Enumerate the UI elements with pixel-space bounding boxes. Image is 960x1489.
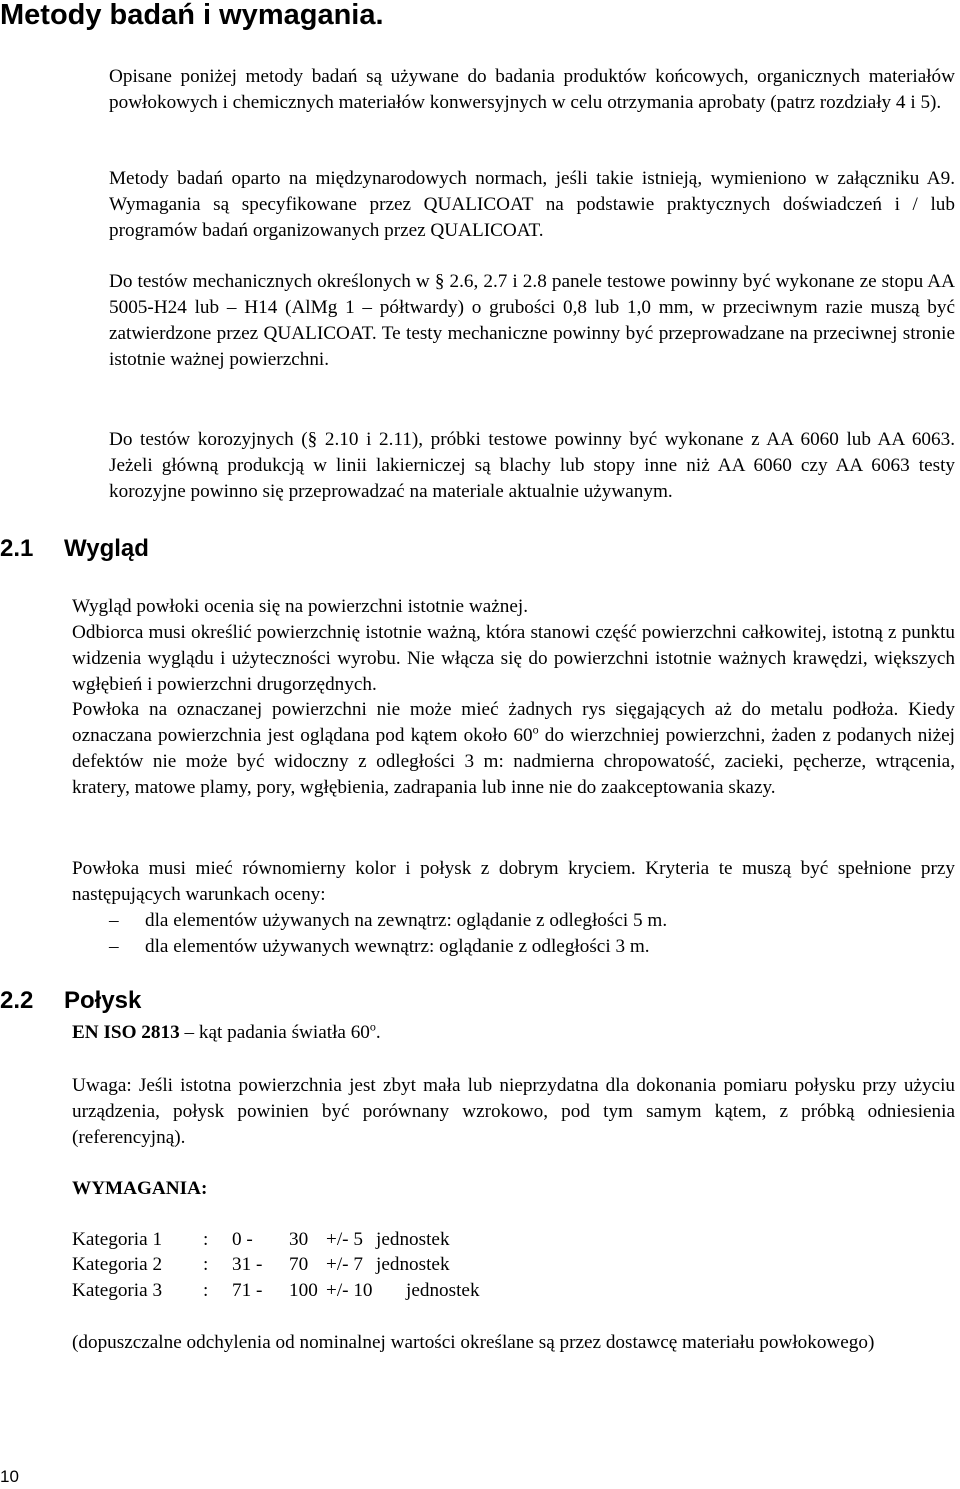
- appearance-paragraph-3: Powłoka na oznaczanej powierzchni nie może mieć żadnych rys sięgających aż do metalu podłoża. Kiedy oznaczana powierzchnia jest oglądana pod kątem około 60$^o$ do wierzchniej powierzchni, żaden z podanych niżej defektów nie może być widoczny z odległości 3 m: nadmierna chropowatość, zacieki, pęcherze, wtrącenia, kratery, matowe plamy, pory, wgłębienia, zadrapania lub inne nie do zaakceptowania skazy.: [72, 699, 955, 798]
- dash-bullet: –: [109, 936, 119, 957]
- category-name: Kategoria 3: [72, 1280, 163, 1301]
- section-title: Połysk: [64, 987, 142, 1014]
- list-item: – dla elementów używanych wewnątrz: oglądanie z odległości 3 m.: [109, 934, 650, 960]
- gloss-note: Uwaga: Jeśli istotna powierzchnia jest zbyt mała lub nieprzydatna dla dokonania pomiaru połysku przy użyciu urządzenia, połysk powinien być porównany wzrokowo, pod tym samym kątem, z próbką odniesienia (referencyjną).: [72, 1075, 955, 1148]
- category-name: Kategoria 1: [72, 1229, 163, 1250]
- dash-bullet: –: [109, 910, 119, 931]
- appearance-paragraph-2: Odbiorca musi określić powierzchnię istotnie ważną, która stanowi część powierzchni całkowitej, istotną z punktu widzenia wyglądu i użyteczności wyrobu. Nie włącza się do powierzchni istotnie ważnych krawędzi, większych wgłębień i powierzchni drugorzędnych.: [72, 622, 955, 695]
- intro-paragraph-1: Opisane poniżej metody badań są używane do badania produktów końcowych, organicznych materiałów powłokowych i chemicznych materiałów konwersyjnych w celu otrzymania aprobaty (patrz rozdziały 4 i 5).: [109, 66, 955, 113]
- gloss-standard: EN ISO 2813 – kąt padania światła 60$^o$.: [72, 1019, 381, 1043]
- section-number: 2.2: [0, 987, 34, 1014]
- appearance-paragraph-4: Powłoka musi mieć równomierny kolor i połysk z dobrym kryciem. Kryteria te muszą być spełnione przy następujących warunkach oceny:: [72, 858, 955, 905]
- intro-paragraph-3: Do testów mechanicznych określonych w § 2.6, 2.7 i 2.8 panele testowe powinny być wykonane ze stopu AA 5005-H24 lub – H14 (AlMg 1 – półtwardy) o grubości 0,8 lub 1,0 mm, w przeciwnym razie muszą być zatwierdzone przez QUALICOAT. Te testy mechaniczne powinny być przeprowadzane na przeciwnej stronie istotnie ważnej powierzchni.: [109, 271, 955, 370]
- standard-code: EN ISO 2813: [72, 1022, 180, 1043]
- section-number: 2.1: [0, 535, 34, 562]
- appearance-paragraph-1: Wygląd powłoki ocenia się na powierzchni istotnie ważnej.: [72, 596, 529, 617]
- page-number: 10: [0, 1467, 19, 1486]
- section-heading-2-1: [0, 535, 149, 563]
- intro-paragraph-4: Do testów korozyjnych (§ 2.10 i 2.11), próbki testowe powinny być wykonane z AA 6060 lub AA 6063. Jeżeli główną produkcją w linii lakierniczej są blachy lub stopy inne niż AA 6060 czy AA 6063 testy korozyjne powinno się przeprowadzać na materiale aktualnie używanym.: [109, 429, 955, 502]
- intro-paragraph-2: Metody badań oparto na międzynarodowych normach, jeśli takie istnieją, wymieniono w załączniku A9. Wymagania są specyfikowane przez QUALICOAT na podstawie praktycznych doświadczeń i / lub programów badań organizowanych przez QUALICOAT.: [109, 168, 955, 241]
- page-title: Metody badań i wymagania.: [0, 0, 384, 31]
- tolerance-note: (dopuszczalne odchylenia od nominalnej wartości określane są przez dostawcę materiału powłokowego): [72, 1332, 875, 1353]
- section-heading-2-2: [0, 987, 141, 1015]
- category-name: Kategoria 2: [72, 1254, 163, 1275]
- list-item: – dla elementów używanych na zewnątrz: oglądanie z odległości 5 m.: [109, 908, 667, 934]
- requirements-heading: WYMAGANIA:: [72, 1178, 208, 1199]
- section-title: Wygląd: [64, 535, 149, 562]
